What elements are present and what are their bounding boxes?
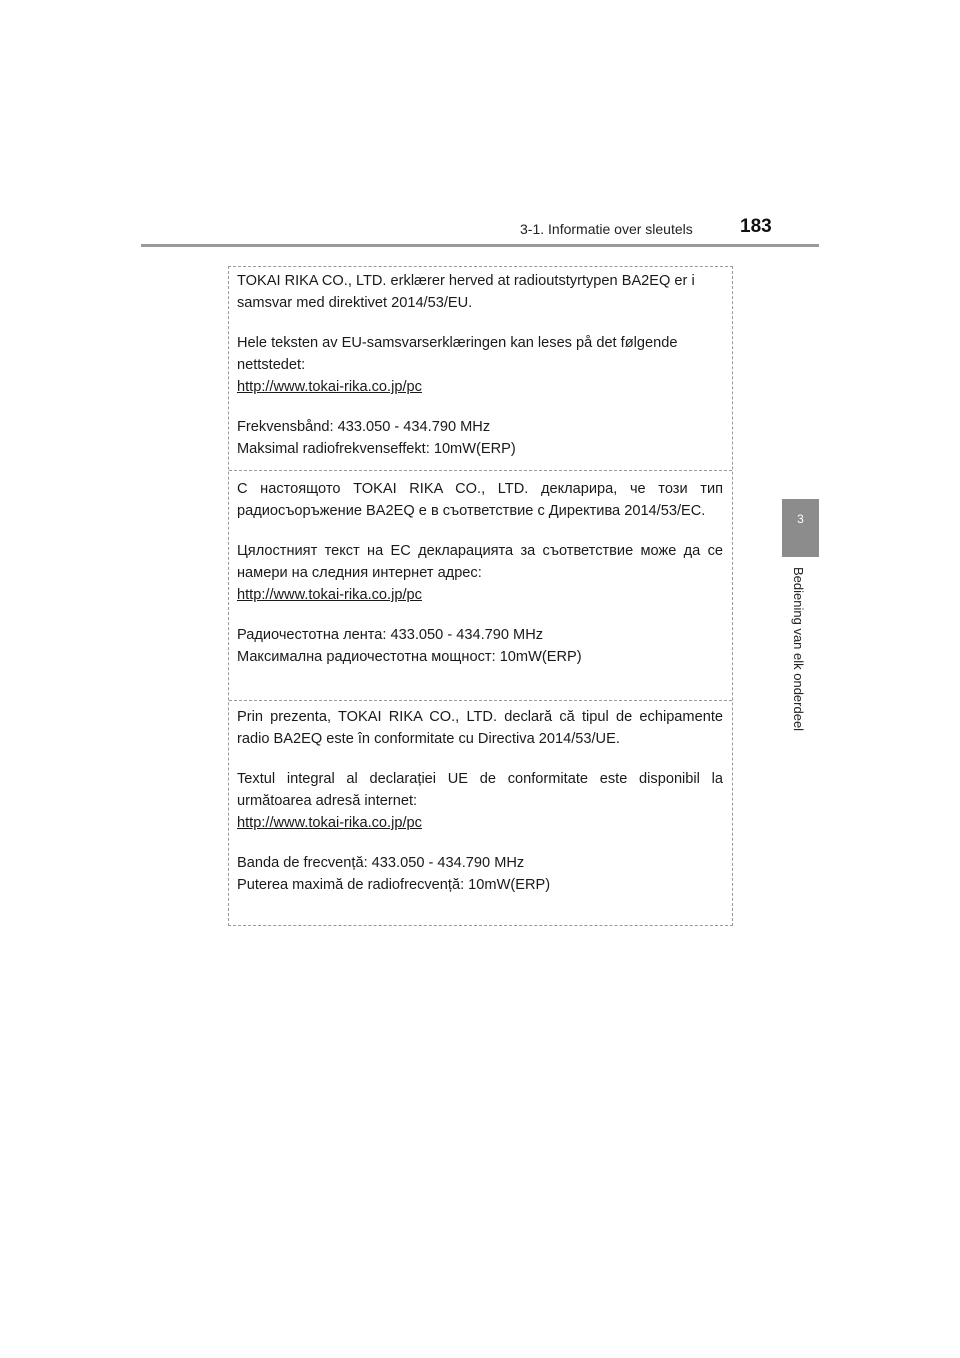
declaration-text: Prin prezenta, TOKAI RIKA CO., LTD. declară că tipul de echipamente radio BA2EQ este în conformitate cu Directiva 2014/53/UE. — [237, 709, 723, 747]
declaration-link[interactable]: http://www.tokai-rika.co.jp/pc — [237, 815, 422, 831]
declaration-link[interactable]: http://www.tokai-rika.co.jp/pc — [237, 587, 422, 603]
declaration-text: С настоящото TOKAI RIKA CO., LTD. декларира, че този тип радиосъоръжение BA2EQ е в съответствие с Директива 2014/53/ЕС. — [237, 481, 723, 519]
chapter-label: Bediening van elk onderdeel — [791, 567, 806, 732]
frequency-band-text: Banda de frecvență: 433.050 - 434.790 MHz — [237, 855, 525, 871]
section-heading: 3-1. Informatie over sleutels — [520, 221, 693, 237]
page-number: 183 — [740, 216, 772, 237]
availability-text: Hele teksten av EU-samsvarserklæringen kan leses på det følgende nettstedet: — [237, 335, 678, 373]
availability-text: Textul integral al declarației UE de conformitate este disponibil la următoarea adresă internet: — [237, 771, 723, 809]
max-power-text: Maksimal radiofrekvenseffekt: 10mW(ERP) — [237, 441, 516, 457]
declaration-link[interactable]: http://www.tokai-rika.co.jp/pc — [237, 379, 422, 395]
chapter-number: 3 — [797, 512, 804, 526]
frequency-band-text: Радиочестотна лента: 433.050 - 434.790 MHz — [237, 627, 544, 643]
max-power-text: Максимална радиочестотна мощност: 10mW(ERP) — [237, 649, 582, 665]
chapter-tab — [782, 499, 819, 557]
declaration-section-bulgarian — [229, 470, 732, 700]
declaration-table — [228, 266, 733, 926]
declaration-text: TOKAI RIKA CO., LTD. erklærer herved at radioutstyrtypen BA2EQ er i samsvar med direktivet 2014/53/EU. — [237, 273, 695, 311]
declaration-section-norwegian — [229, 267, 732, 470]
header-divider — [141, 244, 819, 247]
availability-text: Цялостният текст на ЕС декларацията за съответствие може да се намери на следния интернет адрес: — [237, 543, 723, 581]
max-power-text: Puterea maximă de radiofrecvență: 10mW(ERP) — [237, 877, 551, 893]
declaration-section-romanian — [229, 700, 732, 925]
frequency-band-text: Frekvensbånd: 433.050 - 434.790 MHz — [237, 419, 491, 435]
